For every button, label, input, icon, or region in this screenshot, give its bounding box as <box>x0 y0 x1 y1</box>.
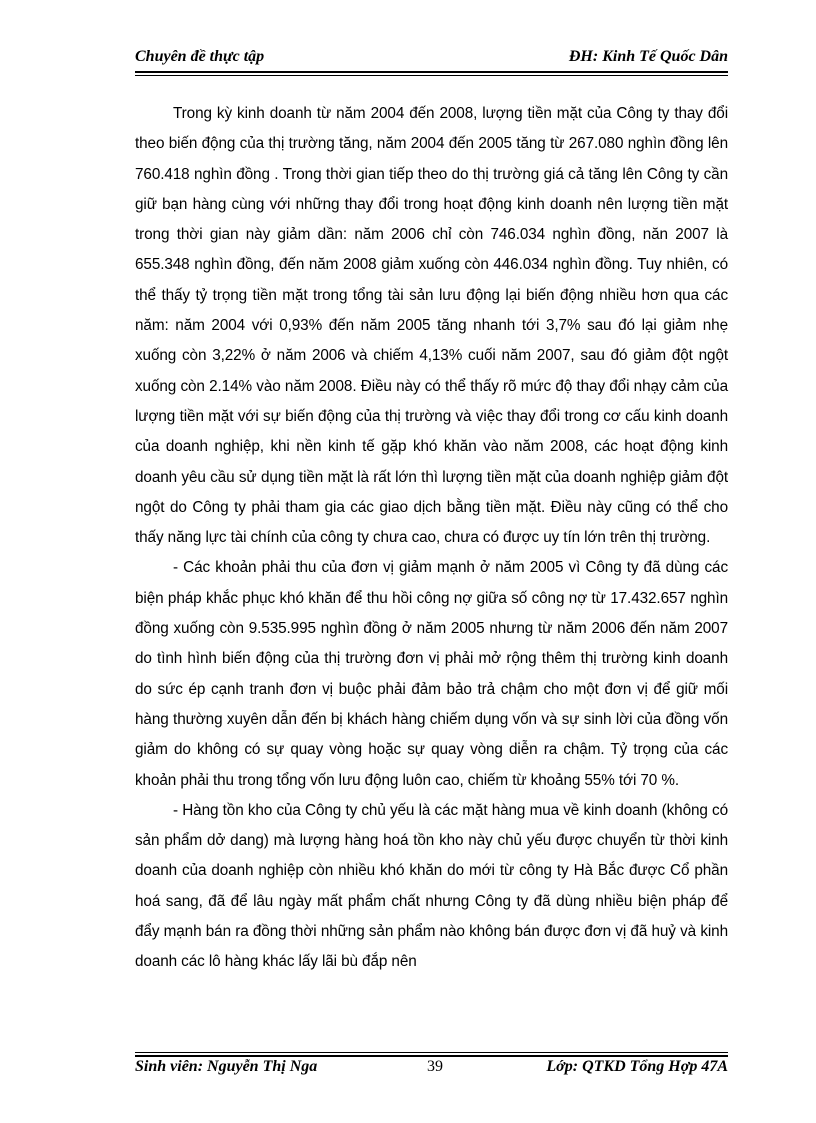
header-divider <box>135 71 728 73</box>
paragraph-inventory: - Hàng tồn kho của Công ty chủ yếu là các mặt hàng mua về kinh doanh (không có sản phẩm dở dang) mà lượng hàng hoá tồn kho này chủ yếu được chuyển từ thời kinh doanh của doanh nghiệp còn nhiều khó khăn do mới từ công ty Hà Bắc được Cổ phần hoá sang, đã để lâu ngày mất phẩm chất nhưng Công ty đã dùng nhiều biện pháp để đẩy mạnh bán ra đồng thời những sản phẩm nào không bán được đơn vị đã huỷ và kinh doanh các lô hàng khác lấy lãi bù đắp nên <box>135 801 728 971</box>
header-university: ĐH: Kinh Tế Quốc Dân <box>568 48 728 65</box>
paragraph-receivables: - Các khoản phải thu của đơn vị giảm mạnh ở năm 2005 vì Công ty đã dùng các biện pháp khắc phục khó khăn để thu hồi công nợ giữa số công nợ từ 17.432.657 nghìn đồng xuống còn 9.535.995 nghìn đồng ở năm 2005 nhưng từ năm 2006 đến năm 2007 do tình hình biến động của thị trường đơn vị phải mở rộng thêm thị trường kinh doanh do sức ép cạnh tranh đơn vị buộc phải đảm bảo trả chậm cho một đơn vị để giữ mối hàng thường xuyên dẫn đến bị khách hàng chiếm dụng vốn và sự sinh lời của đồng vốn giảm do không có sự quay vòng hoặc sự quay vòng diễn ra chậm. Tỷ trọng của các khoản phải thu trong tổng vốn lưu động luôn cao, chiếm từ khoảng 55% tới 70 %. <box>135 559 728 789</box>
footer-divider-thin <box>135 1052 728 1053</box>
page-footer <box>135 1058 728 1082</box>
header-title: Chuyên đề thực tập <box>135 48 265 65</box>
footer-divider <box>135 1055 728 1057</box>
paragraph-cash: Trong kỳ kinh doanh từ năm 2004 đến 2008, lượng tiền mặt của Công ty thay đổi theo biến động của thị trường tăng, năm 2004 đến 2005 tăng từ 267.080 nghìn đồng lên 760.418 nghìn đồng . Trong thời gian tiếp theo do thị trường giá cả tăng lên Công ty cần giữ bạn hàng cùng với những thay đổi trong hoạt động kinh doanh nên lượng tiền mặt trong thời gian này giảm dần: năm 2006 chỉ còn 746.034 nghìn đồng, năn 2007 là 655.348 nghìn đồng, đến năm 2008 giảm xuống còn 446.034 nghìn đồng. Tuy nhiên, có thể thấy tỷ trọng tiền mặt trong tổng tài sản lưu động lại biến động nhiều hơn qua các năm: năm 2004 với 0,93% đến năm 2005 tăng nhanh tới 3,7% sau đó lại giảm nhẹ xuống còn 3,22% ở năm 2006 và chiếm 4,13% cuối năm 2007, sau đó giảm đột ngột xuống còn 2.14% vào năm 2008. Điều này có thể thấy rõ mức độ thay đổi nhạy cảm của lượng tiền mặt với sự biến động của thị trường và việc thay đổi trong cơ cấu kinh doanh của doanh nghiệp, khi nền kinh tế gặp khó khăn vào năm 2008, các hoạt động kinh doanh yêu cầu sử dụng tiền mặt là rất lớn thì lượng tiền mặt của doanh nghiệp giảm đột ngột do Công ty phải tham gia các giao dịch bằng tiền mặt. Điều này cũng có thể cho thấy năng lực tài chính của công ty chưa cao, chưa có được uy tín lớn trên thị trường. <box>135 105 728 547</box>
footer-class: Lớp: QTKD Tổng Hợp 47A <box>546 1058 728 1075</box>
header-divider-thin <box>135 75 728 76</box>
page-header <box>135 48 728 72</box>
page-number: 39 <box>427 1058 443 1075</box>
footer-student: Sinh viên: Nguyễn Thị Nga <box>135 1058 318 1075</box>
page-body <box>135 99 728 978</box>
